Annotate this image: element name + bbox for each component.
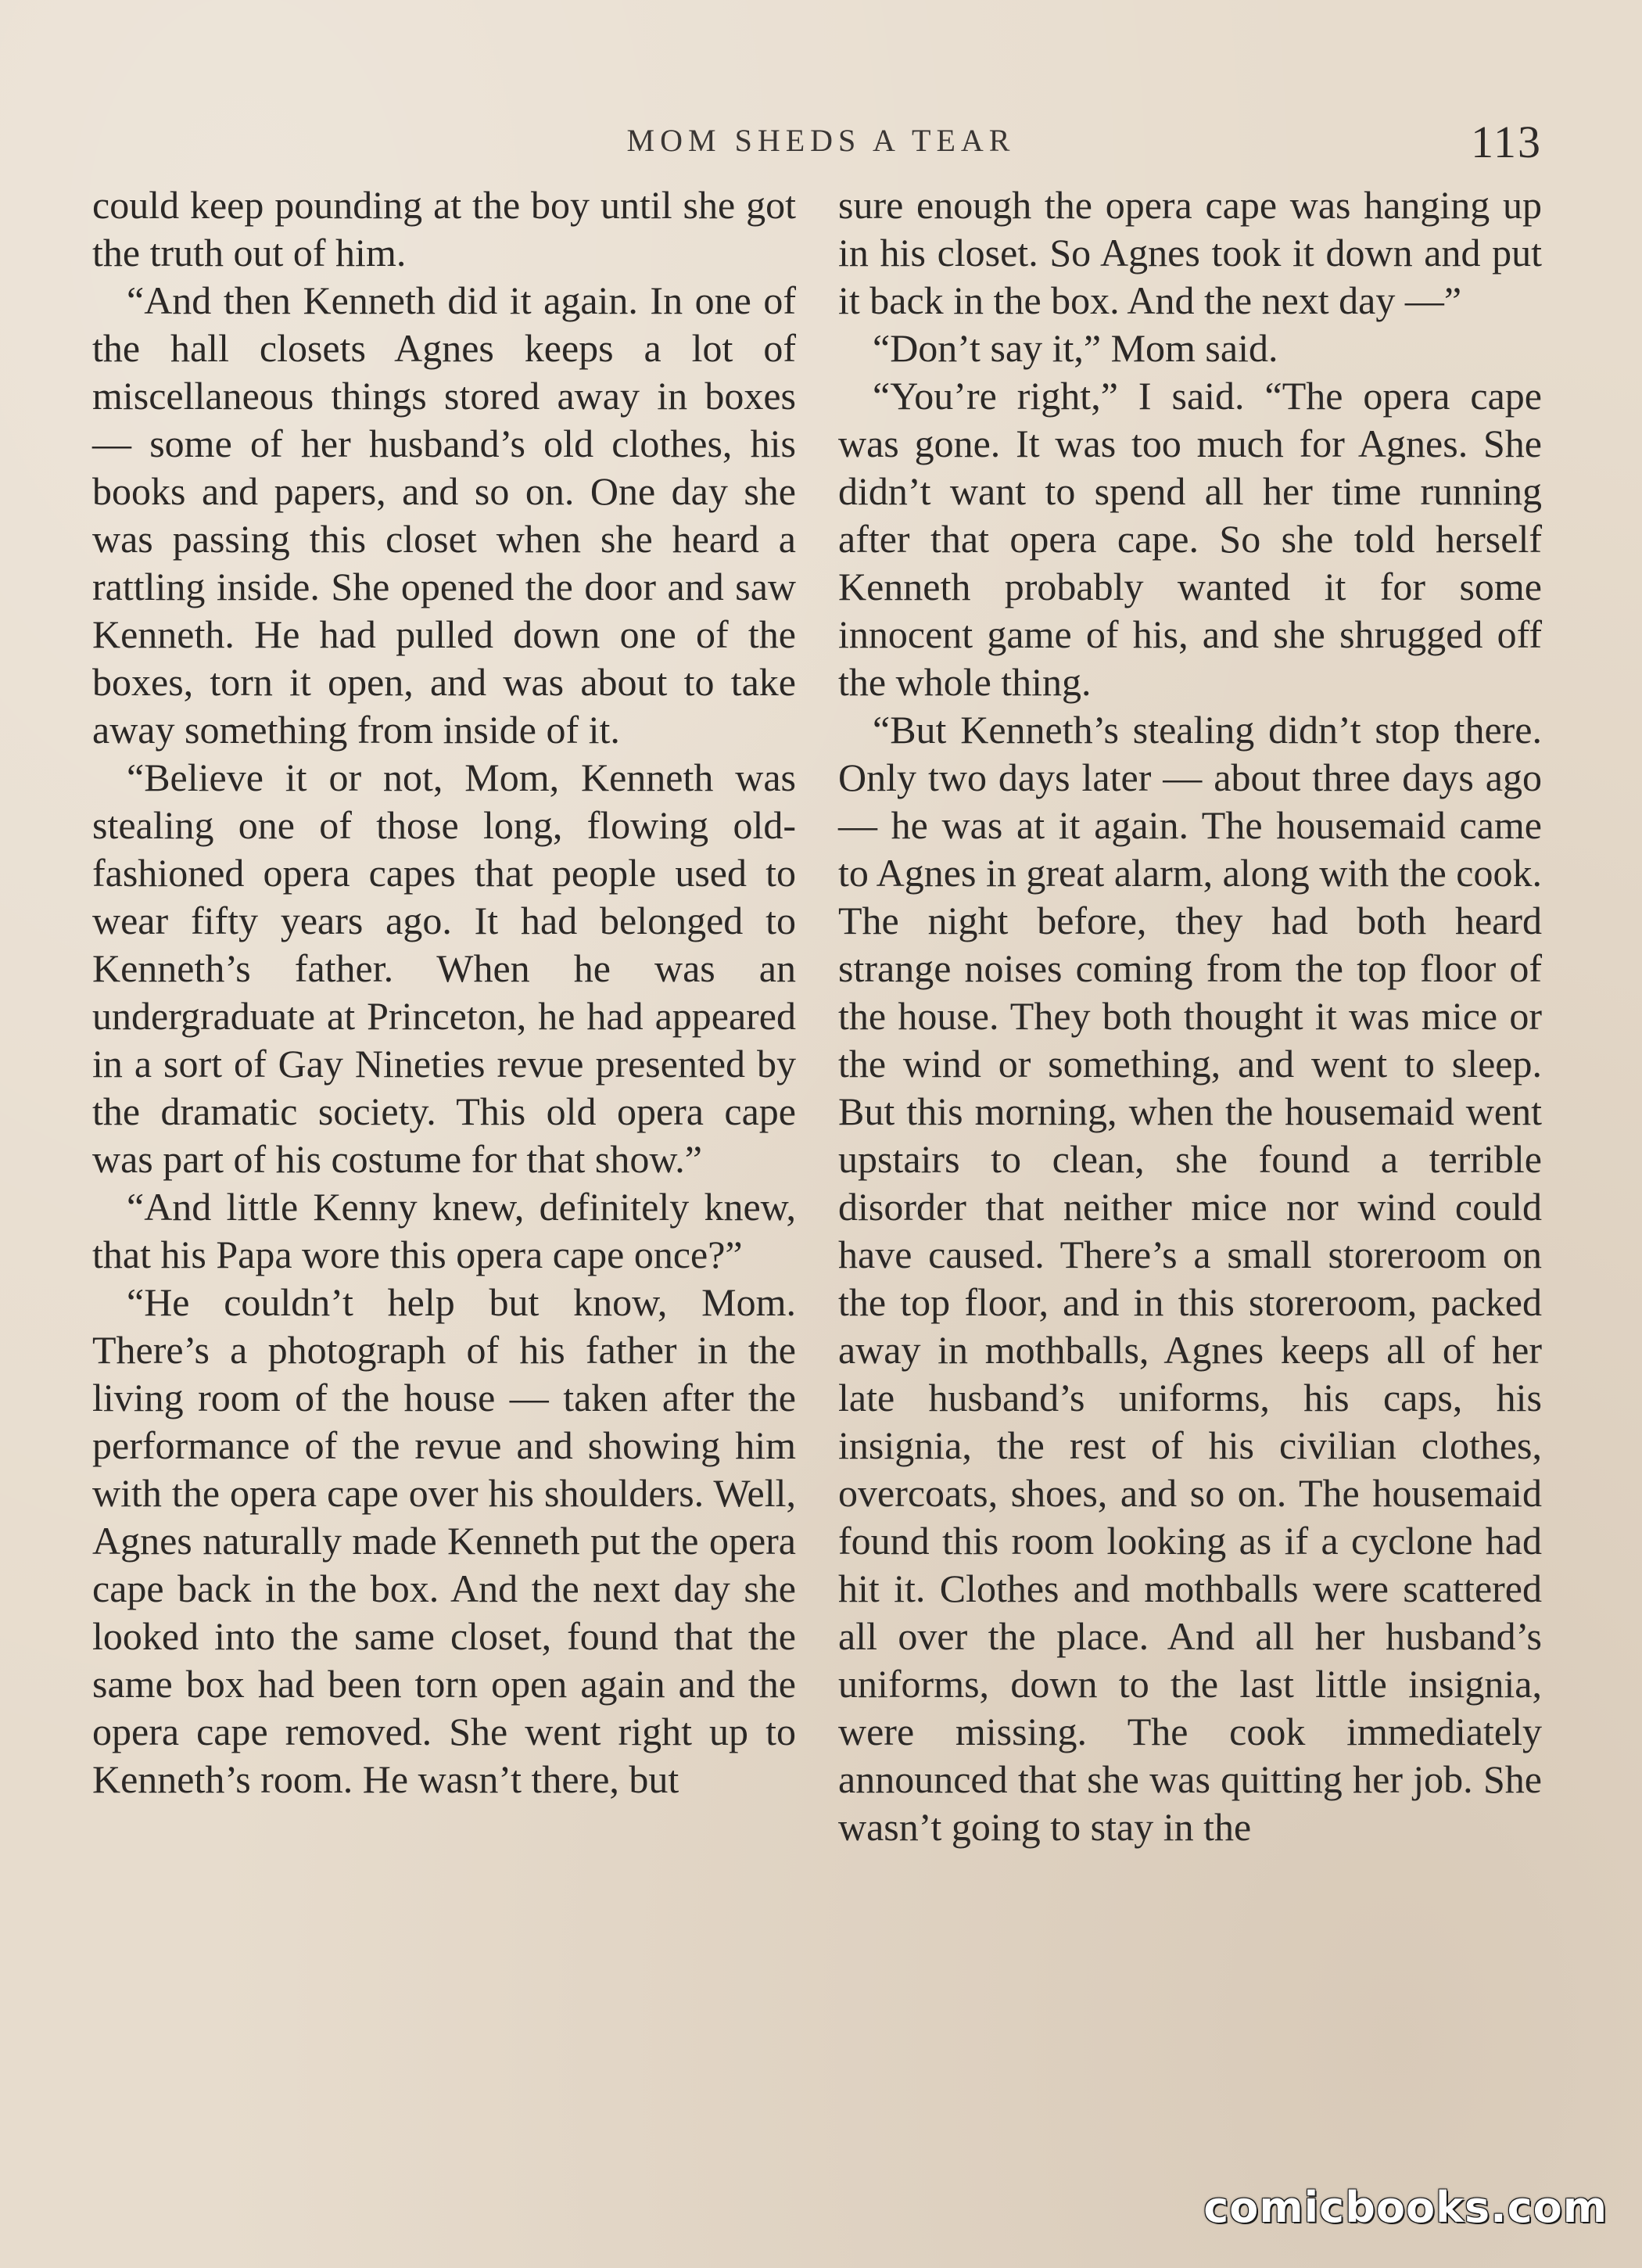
running-title: MOM SHEDS A TEAR: [626, 123, 1016, 158]
paragraph: “And little Kenny knew, definitely knew, that his Papa wore this opera cape once?”: [92, 1185, 796, 1276]
site-watermark: comicbooks.com: [1203, 2183, 1608, 2232]
running-head: [0, 116, 1642, 167]
paragraph: “Believe it or not, Mom, Kenneth was stealing one of those long, flowing old-fashioned opera capes that people used to wear fifty years ago. It had belonged to Kenneth’s father. When he was an undergraduate at Princeton, he had appeared in a sort of Gay Nineties revue presented by the dramatic society. This old opera cape was part of his costume for that show.”: [92, 755, 796, 1181]
right-column: [838, 181, 1542, 1851]
paragraph: “But Kenneth’s stealing didn’t stop there. Only two days later — about three days ago — he was at it again. The housemaid came to Agnes in great alarm, along with the cook. The night before, they had both heard strange noises coming from the top floor of the house. They both thought it was mice or the wind or something, and went to sleep. But this morning, when the housemaid went upstairs to clean, she found a terrible disorder that neither mice nor wind could have caused. There’s a small storeroom on the top floor, and in this storeroom, packed away in mothballs, Agnes keeps all of her late husband’s uniforms, his caps, his insignia, the rest of his civilian clothes, overcoats, shoes, and so on. The housemaid found this room looking as if a cyclone had hit it. Clothes and mothballs were scattered all over the place. And all her husband’s uniforms, down to the last little insignia, were missing. The cook immediately announced that she was quitting her job. She wasn’t going to stay in the: [838, 708, 1542, 1849]
paragraph: “Don’t say it,” Mom said.: [873, 326, 1278, 370]
paragraph: could keep pounding at the boy until she got the truth out of him.: [92, 183, 796, 275]
paragraph: “And then Kenneth did it again. In one of the hall closets Agnes keeps a lot of miscellaneous things stored away in boxes — some of her husband’s old clothes, his books and papers, and so on. One day she was passing this closet when she heard a rattling inside. She opened the door and saw Kenneth. He had pulled down one of the boxes, torn it open, and was about to take away something from inside of it.: [92, 278, 796, 752]
left-column: [92, 181, 796, 1803]
paragraph: sure enough the opera cape was hanging up in his closet. So Agnes took it down and put it back in the box. And the next day —”: [838, 183, 1542, 322]
paragraph: “He couldn’t help but know, Mom. There’s a photograph of his father in the living room of the house — taken after the performance of the revue and showing him with the opera cape over his shoulders. Well, Agnes naturally made Kenneth put the opera cape back in the box. And the next day she looked into the same closet, found that the same box had been torn open again and the opera cape removed. She went right up to Kenneth’s room. He wasn’t there, but: [92, 1280, 796, 1801]
paragraph: “You’re right,” I said. “The opera cape was gone. It was too much for Agnes. She didn’t want to spend all her time running after that opera cape. So she told herself Kenneth probably wanted it for some innocent game of his, and she shrugged off the whole thing.: [838, 374, 1542, 704]
page-number: 113: [1471, 117, 1542, 167]
